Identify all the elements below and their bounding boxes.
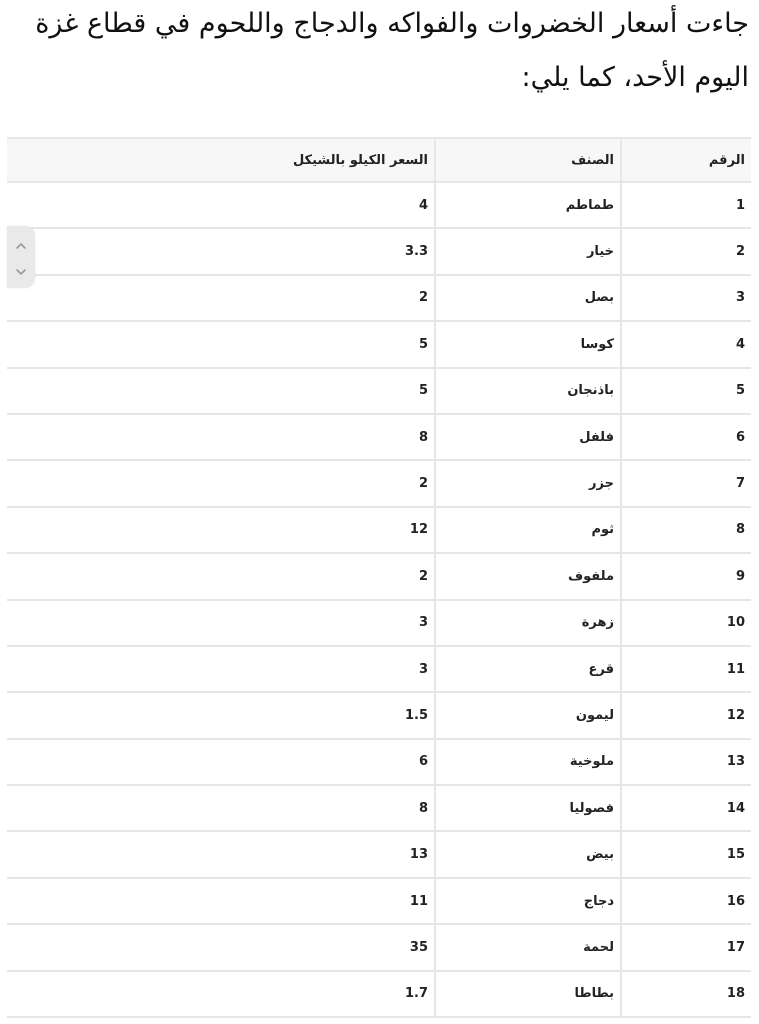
- table-row: [7, 600, 751, 646]
- cell-item: فلفل: [435, 414, 621, 460]
- cell-price: 11: [7, 878, 435, 924]
- scroll-down-button[interactable]: [7, 256, 35, 284]
- table-row: [7, 368, 751, 414]
- table-row: [7, 414, 751, 460]
- cell-item: قرع: [435, 646, 621, 692]
- cell-number: 16: [621, 878, 751, 924]
- cell-price: 8: [7, 785, 435, 831]
- cell-number: 5: [621, 368, 751, 414]
- header-number: الرقم: [621, 138, 751, 182]
- cell-number: 8: [621, 507, 751, 553]
- cell-item: خيار: [435, 228, 621, 274]
- cell-number: 4: [621, 321, 751, 367]
- table-row: [7, 275, 751, 321]
- cell-price: 2: [7, 460, 435, 506]
- cell-number: 7: [621, 460, 751, 506]
- table-row: [7, 692, 751, 738]
- cell-number: 12: [621, 692, 751, 738]
- table-row: [7, 924, 751, 970]
- cell-number: 2: [621, 228, 751, 274]
- cell-price: 3: [7, 646, 435, 692]
- header-price: السعر الكيلو بالشيكل: [7, 138, 435, 182]
- cell-price: 3: [7, 600, 435, 646]
- cell-number: 6: [621, 414, 751, 460]
- cell-item: ليمون: [435, 692, 621, 738]
- cell-item: بطاطا: [435, 971, 621, 1017]
- article-intro: [0, 0, 759, 130]
- chevron-down-icon: [15, 261, 27, 280]
- table-row: [7, 228, 751, 274]
- cell-number: 18: [621, 971, 751, 1017]
- cell-number: 17: [621, 924, 751, 970]
- cell-price: 5: [7, 321, 435, 367]
- cell-number: 13: [621, 739, 751, 785]
- table-row: [7, 785, 751, 831]
- cell-item: فصوليا: [435, 785, 621, 831]
- table-header-row: [7, 138, 751, 182]
- cell-price: 3.3: [7, 228, 435, 274]
- cell-number: 1: [621, 182, 751, 228]
- table-row: [7, 739, 751, 785]
- cell-item: ثوم: [435, 507, 621, 553]
- price-table-container: [7, 137, 751, 1018]
- cell-price: 12: [7, 507, 435, 553]
- cell-number: 3: [621, 275, 751, 321]
- cell-number: 15: [621, 831, 751, 877]
- cell-price: 1.5: [7, 692, 435, 738]
- cell-item: دجاج: [435, 878, 621, 924]
- table-row: [7, 553, 751, 599]
- cell-item: جزر: [435, 460, 621, 506]
- intro-line-1: جاءت أسعار الخضروات والفواكه والدجاج واللحوم في قطاع غزة: [35, 8, 749, 39]
- cell-item: ملفوف: [435, 553, 621, 599]
- table-scroll-control: [7, 226, 35, 288]
- cell-price: 6: [7, 739, 435, 785]
- chevron-up-icon: [15, 235, 27, 254]
- table-row: [7, 878, 751, 924]
- table-row: [7, 646, 751, 692]
- cell-price: 35: [7, 924, 435, 970]
- table-row: [7, 321, 751, 367]
- cell-item: زهرة: [435, 600, 621, 646]
- table-row: [7, 460, 751, 506]
- cell-item: طماطم: [435, 182, 621, 228]
- header-item: الصنف: [435, 138, 621, 182]
- table-row: [7, 971, 751, 1017]
- cell-price: 4: [7, 182, 435, 228]
- cell-price: 8: [7, 414, 435, 460]
- cell-price: 13: [7, 831, 435, 877]
- scroll-up-button[interactable]: [7, 230, 35, 258]
- cell-item: كوسا: [435, 321, 621, 367]
- cell-item: لحمة: [435, 924, 621, 970]
- cell-number: 9: [621, 553, 751, 599]
- cell-item: ملوخية: [435, 739, 621, 785]
- cell-price: 2: [7, 275, 435, 321]
- cell-item: باذنجان: [435, 368, 621, 414]
- cell-price: 1.7: [7, 971, 435, 1017]
- cell-item: بيض: [435, 831, 621, 877]
- table-row: [7, 182, 751, 228]
- table-row: [7, 831, 751, 877]
- cell-price: 2: [7, 553, 435, 599]
- cell-number: 10: [621, 600, 751, 646]
- cell-item: بصل: [435, 275, 621, 321]
- table-row: [7, 507, 751, 553]
- table-body: [7, 182, 751, 1017]
- intro-line-2: اليوم الأحد، كما يلي:: [521, 62, 749, 93]
- cell-price: 5: [7, 368, 435, 414]
- price-table: [7, 137, 751, 1018]
- cell-number: 14: [621, 785, 751, 831]
- cell-number: 11: [621, 646, 751, 692]
